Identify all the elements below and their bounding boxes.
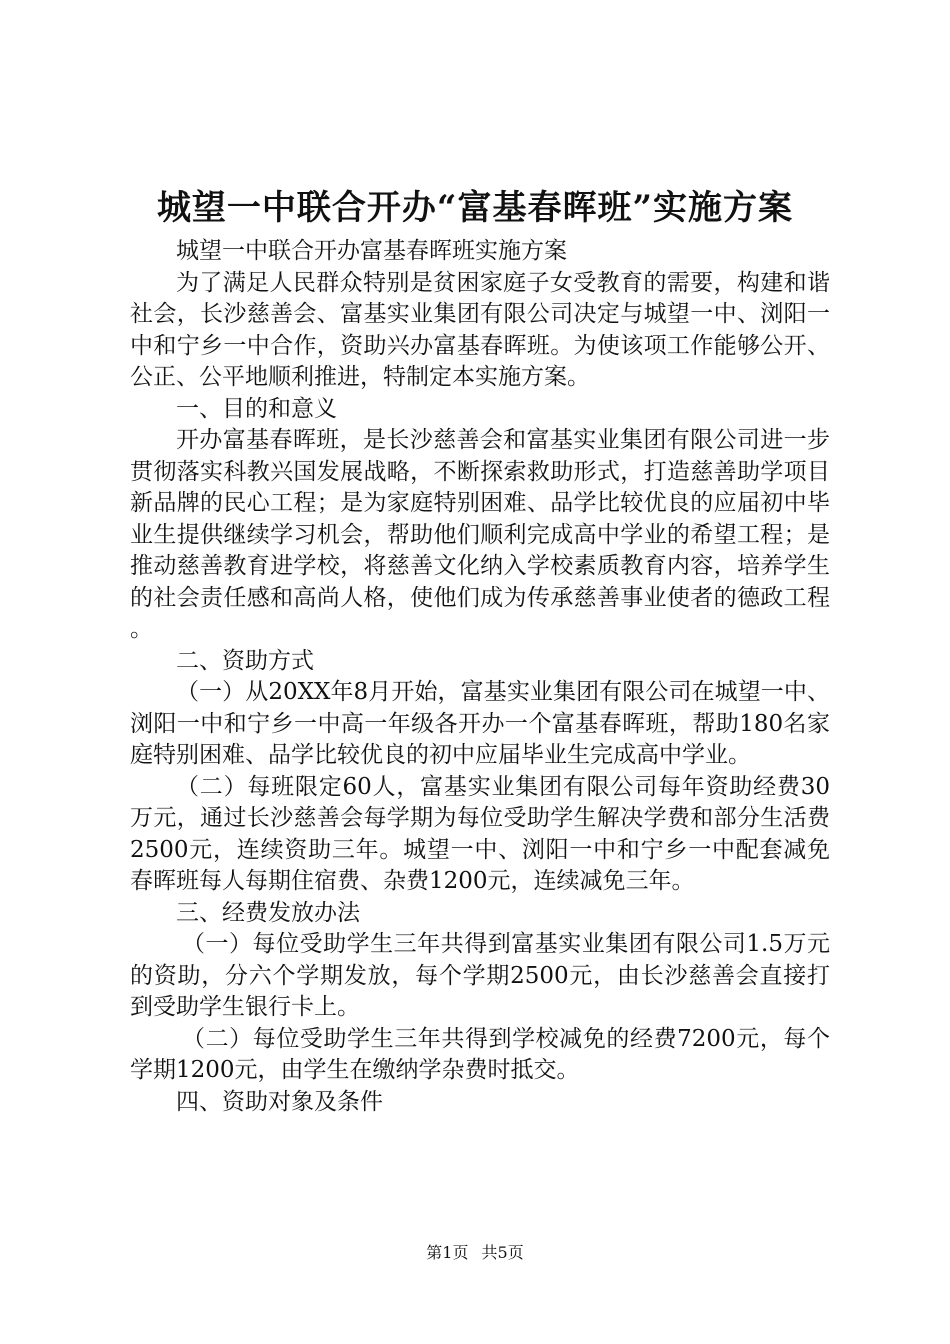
document-title: 城望一中联合开办“富基春晖班”实施方案 bbox=[156, 188, 794, 228]
intro-paragraph: 为了满足人民群众特别是贫困家庭子女受教育的需要，构建和谐社会，长沙慈善会、富基实业集团有限公司决定与城望一中、浏阳一中和宁乡一中合作，资助兴办富基春晖班。为使该项工作能够公开、公正、公平地顺利推进，特制定本实施方案。 bbox=[130, 269, 830, 390]
page-footer bbox=[0, 1242, 950, 1264]
section-heading-3: 三、经费发放办法 bbox=[176, 899, 360, 926]
section-2-item-1: （一）从20XX年8月开始，富基实业集团有限公司在城望一中、浏阳一中和宁乡一中高一年级各开办一个富基春晖班，帮助180名家庭特别困难、品学比较优良的初中应届毕业生完成高中学业。 bbox=[130, 679, 830, 768]
page-total: 共5页 bbox=[481, 1243, 524, 1262]
section-heading-2: 二、资助方式 bbox=[176, 647, 314, 674]
section-3-item-2: （二）每位受助学生三年共得到学校减免的经费7200元，每个学期1200元，由学生在缴纳学杂费时抵交。 bbox=[130, 1025, 830, 1083]
subtitle-paragraph: 城望一中联合开办富基春晖班实施方案 bbox=[176, 238, 567, 264]
document-body bbox=[130, 236, 830, 1118]
section-2-item-2: （二）每班限定60人，富基实业集团有限公司每年资助经费30万元，通过长沙慈善会每学期为每位受助学生解决学费和部分生活费2500元，连续资助三年。城望一中、浏阳一中和宁乡一中配套减免春晖班每人每期住宿费、杂费1200元，连续减免三年。 bbox=[130, 773, 830, 894]
section-1-paragraph: 开办富基春晖班，是长沙慈善会和富基实业集团有限公司进一步贯彻落实科教兴国发展战略，不断探索救助形式，打造慈善助学项目新品牌的民心工程；是为家庭特别困难、品学比较优良的应届初中毕业生提供继续学习机会，帮助他们顺利完成高中学业的希望工程；是推动慈善教育进学校，将慈善文化纳入学校素质教育内容，培养学生的社会责任感和高尚人格，使他们成为传承慈善事业使者的德政工程。 bbox=[130, 427, 830, 642]
section-heading-1: 一、目的和意义 bbox=[176, 395, 337, 422]
page-number: 第1页 bbox=[426, 1243, 469, 1262]
section-heading-4: 四、资助对象及条件 bbox=[176, 1088, 383, 1115]
section-3-item-1: （一）每位受助学生三年共得到富基实业集团有限公司1.5万元的资助，分六个学期发放，每个学期2500元，由长沙慈善会直接打到受助学生银行卡上。 bbox=[130, 931, 830, 1020]
